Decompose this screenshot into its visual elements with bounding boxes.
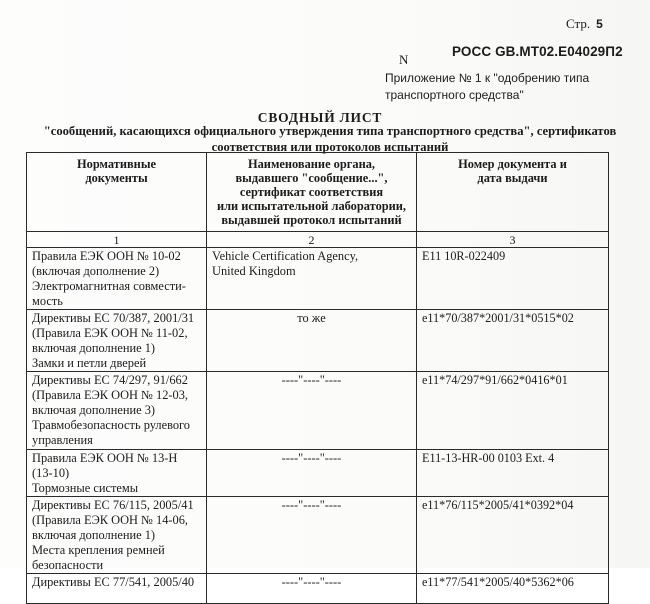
issuer-cell: ----"----"---- xyxy=(207,450,417,497)
issuer-cell: ----"----"---- xyxy=(207,372,417,450)
summary-table xyxy=(26,152,609,604)
regulation-cell: Директивы ЕС 74/297, 91/662 (Правила ЕЭК ООН № 12-03, включая дополнение 3) Травмобезопасность рулевого управления xyxy=(27,372,207,450)
doc-number-prefix: N xyxy=(399,52,409,67)
column-header: Нормативные документы xyxy=(27,153,207,232)
page-number xyxy=(566,16,603,32)
issuer-cell: то же xyxy=(207,310,417,372)
table-header-row xyxy=(27,153,609,232)
regulation-cell: Директивы ЕС 77/541, 2005/40 xyxy=(27,574,207,604)
column-number: 2 xyxy=(207,232,417,248)
appendix-note: Приложение № 1 к "одобрению типа транспортного средства" xyxy=(385,71,590,102)
page-title: СВОДНЫЙ ЛИСТ xyxy=(257,110,383,125)
document-number-cell: e11*76/115*2005/41*0392*04 xyxy=(417,497,609,574)
document-number-cell: E11 10R-022409 xyxy=(417,248,609,310)
column-header: Наименование органа, выдавшего "сообщение...", сертификат соответствия или испытательной лаборатории, выдавшей протокол испытаний xyxy=(207,153,417,232)
table-row xyxy=(27,372,609,450)
regulation-cell: Директивы ЕС 70/387, 2001/31 (Правила ЕЭК ООН № 11-02, включая дополнение 1) Замки и петли дверей xyxy=(27,310,207,372)
document-number-cell: e11*70/387*2001/31*0515*02 xyxy=(417,310,609,372)
column-header: Номер документа и дата выдачи xyxy=(417,153,609,232)
column-number: 1 xyxy=(27,232,207,248)
table-row xyxy=(27,497,609,574)
page-subtitle: "сообщений, касающихся официального утверждения типа транспортного средства", сертификатов соответствия или протоколов испытаний xyxy=(43,124,617,154)
issuer-cell: ----"----"---- xyxy=(207,574,417,604)
regulation-cell: Правила ЕЭК ООН № 13-Н (13-10) Тормозные системы xyxy=(27,450,207,497)
regulation-cell: Директивы ЕС 76/115, 2005/41 (Правила ЕЭК ООН № 14-06, включая дополнение 1) Места крепления ремней безопасности xyxy=(27,497,207,574)
page-number-value: 5 xyxy=(596,17,603,31)
document-number-cell: e11*77/541*2005/40*5362*06 xyxy=(417,574,609,604)
table-row xyxy=(27,574,609,604)
document-number-cell: e11*74/297*91/662*0416*01 xyxy=(417,372,609,450)
table-row xyxy=(27,248,609,310)
table-row xyxy=(27,450,609,497)
document-number-cell: E11-13-HR-00 0103 Ext. 4 xyxy=(417,450,609,497)
column-number: 3 xyxy=(417,232,609,248)
issuer-cell: ----"----"---- xyxy=(207,497,417,574)
column-number-row xyxy=(27,232,609,248)
doc-number: РОСС GB.MT02.E04029П2 xyxy=(452,44,623,59)
issuer-cell: Vehicle Certification Agency, United Kingdom xyxy=(207,248,417,310)
table-row xyxy=(27,310,609,372)
regulation-cell: Правила ЕЭК ООН № 10-02 (включая дополнение 2) Электромагнитная совмести- мость xyxy=(27,248,207,310)
page-label: Стр. xyxy=(566,16,591,31)
